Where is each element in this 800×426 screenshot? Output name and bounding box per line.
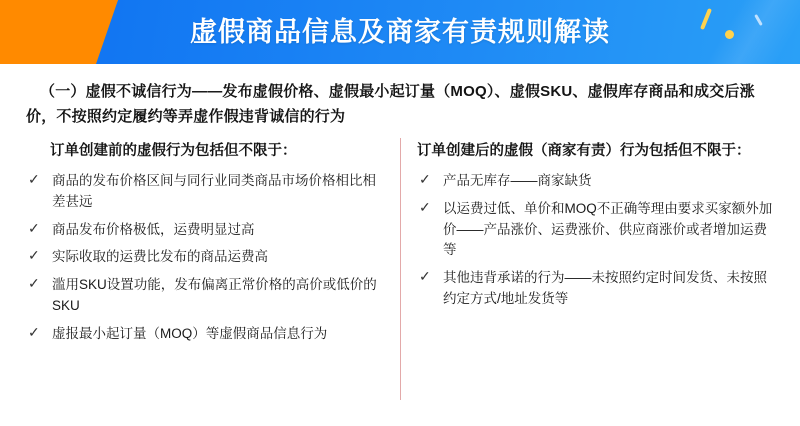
right-column-list	[417, 171, 774, 311]
check-icon: ✓	[28, 324, 40, 341]
list-item	[26, 275, 379, 317]
list-item	[417, 199, 774, 262]
list-item-text: 商品的发布价格区间与同行业同类商品市场价格相比相差甚远	[52, 172, 376, 209]
right-column-heading: 订单创建后的虚假（商家有责）行为包括但不限于：	[417, 142, 751, 159]
list-item-text: 以运费过低、单价和MOQ不正确等理由要求买家额外加价——产品涨价、运费涨价、供应商涨价或者增加运费等	[443, 200, 773, 258]
list-item-text: 其他违背承诺的行为——未按照约定时间发货、未按照约定方式/地址发货等	[443, 270, 767, 307]
check-icon: ✓	[28, 219, 40, 236]
list-item	[26, 220, 379, 241]
left-column-heading: 订单创建前的虚假行为包括但不限于：	[50, 142, 297, 159]
list-item	[26, 171, 379, 213]
check-icon: ✓	[419, 170, 431, 187]
left-column-list	[26, 171, 379, 345]
list-item	[417, 268, 774, 310]
check-icon: ✓	[28, 275, 40, 292]
check-icon: ✓	[419, 268, 431, 285]
list-item-text: 虚报最小起订量（MOQ）等虚假商品信息行为	[52, 326, 328, 342]
column-divider	[400, 138, 401, 400]
list-item-text: 产品无库存——商家缺货	[443, 172, 592, 188]
lead-paragraph	[26, 80, 774, 130]
left-column	[26, 140, 393, 353]
page-title: 虚假商品信息及商家有责规则解读	[190, 17, 610, 47]
check-icon: ✓	[28, 247, 40, 264]
list-item-text: 实际收取的运费比发布的商品运费高	[52, 249, 268, 265]
list-item	[417, 171, 774, 192]
list-item	[26, 247, 379, 268]
two-column-area	[26, 140, 774, 353]
list-item-text: 商品发布价格极低，运费明显过高	[52, 221, 255, 237]
slide-header	[0, 0, 800, 64]
check-icon: ✓	[28, 170, 40, 187]
right-column	[393, 140, 774, 353]
lead-paragraph-text: （一）虚假不诚信行为——发布虚假价格、虚假最小起订量（MOQ）、虚假SKU、虚假库存商品和成交后涨价，不按照约定履约等弄虚作假违背诚信的行为	[26, 83, 755, 125]
list-item-text: 滥用SKU设置功能，发布偏离正常价格的高价或低价的SKU	[52, 277, 377, 314]
list-item	[26, 324, 379, 345]
check-icon: ✓	[419, 198, 431, 215]
slide-content	[0, 64, 800, 426]
